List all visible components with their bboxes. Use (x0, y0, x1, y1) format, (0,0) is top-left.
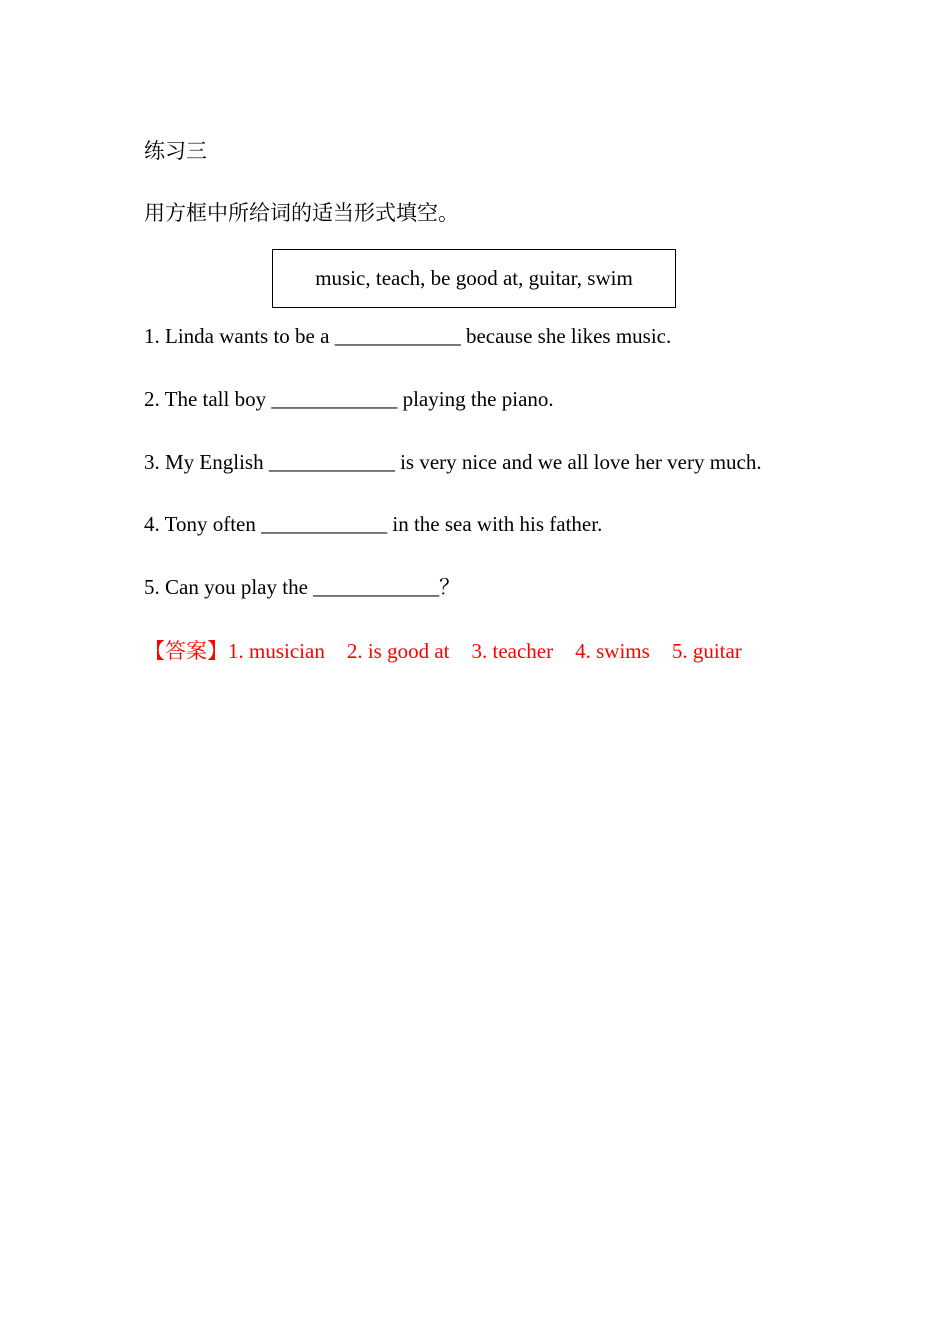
word-bank-box: music, teach, be good at, guitar, swim (272, 249, 676, 308)
answer-item-1: 1. musician (228, 639, 325, 663)
question-3: 3. My English ____________ is very nice and we all love her very much. (144, 450, 762, 474)
question-4: 4. Tony often ____________ in the sea with his father. (144, 512, 603, 536)
answer-item-5: 5. guitar (671, 639, 742, 663)
answer-label: 【答案】 (144, 639, 228, 663)
question-2: 2. The tall boy ____________ playing the piano. (144, 387, 554, 411)
answer-item-3: 3. teacher (471, 639, 554, 663)
question-5: 5. Can you play the ____________？ (144, 575, 461, 599)
exercise-instruction: 用方框中所给词的适当形式填空。 (144, 201, 459, 225)
exercise-title: 练习三 (144, 139, 207, 163)
answer-item-2: 2. is good at (346, 639, 450, 663)
answer-item-4: 4. swims (575, 639, 650, 663)
answer-line (144, 637, 742, 665)
question-1: 1. Linda wants to be a ____________ because she likes music. (144, 324, 672, 348)
